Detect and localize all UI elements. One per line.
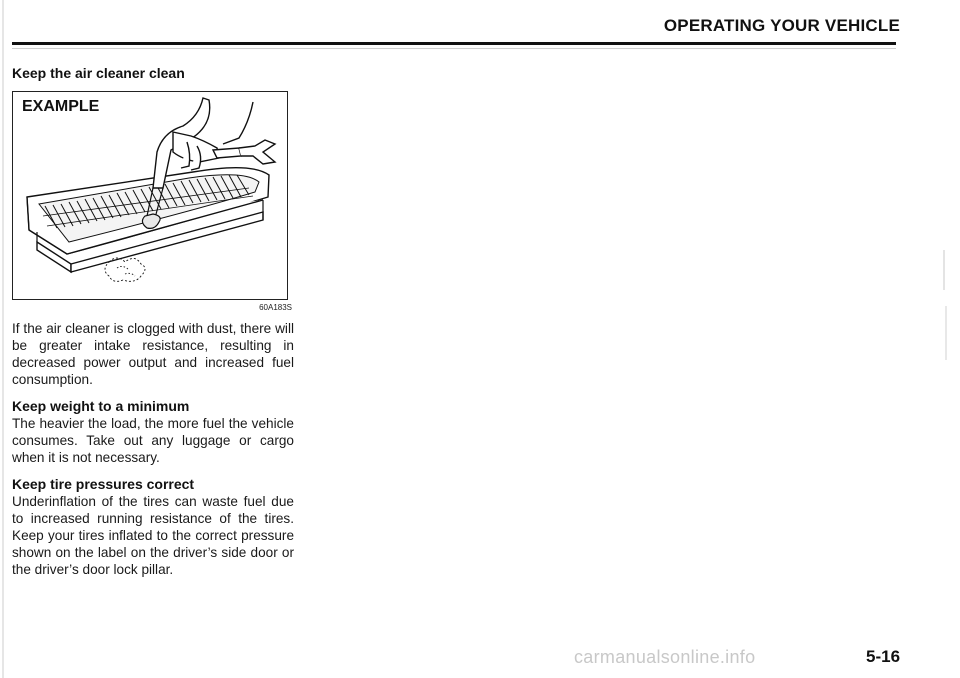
- header-rule: [12, 42, 896, 45]
- air-cleaner-illustration: [13, 92, 286, 298]
- section-weight: [12, 397, 294, 466]
- section-header: OPERATING YOUR VEHICLE: [663, 16, 900, 35]
- figure-label: EXAMPLE: [22, 98, 100, 115]
- page-edge-shadow: [2, 0, 4, 678]
- heading-air-cleaner: Keep the air cleaner clean: [12, 65, 185, 81]
- content-column: [12, 64, 294, 578]
- watermark: carmanualsonline.info: [574, 647, 756, 667]
- paragraph-weight: The heavier the load, the more fuel the vehicle consumes. Take out any luggage or cargo when it is not necessary.: [12, 416, 294, 465]
- scan-artifact-marks: [940, 250, 952, 360]
- page-number: 5-16: [866, 647, 901, 666]
- figure-code: 60A183S: [259, 303, 292, 312]
- section-tire-pressure: [12, 475, 294, 578]
- header-rule-shadow: [12, 48, 896, 49]
- heading-weight: Keep weight to a minimum: [12, 398, 190, 414]
- paragraph-air-cleaner: If the air cleaner is clogged with dust, there will be greater intake resistance, resulting in decreased power output and increased fuel consumption.: [12, 321, 294, 387]
- figure-example: [12, 91, 288, 300]
- paragraph-tire-pressure: Underinflation of the tires can waste fuel due to increased running resistance of the tires. Keep your tires inflated to the correct pressure shown on the label on the driver’s side door or the driver’s door lock pillar.: [12, 494, 294, 577]
- heading-tire-pressure: Keep tire pressures correct: [12, 476, 195, 492]
